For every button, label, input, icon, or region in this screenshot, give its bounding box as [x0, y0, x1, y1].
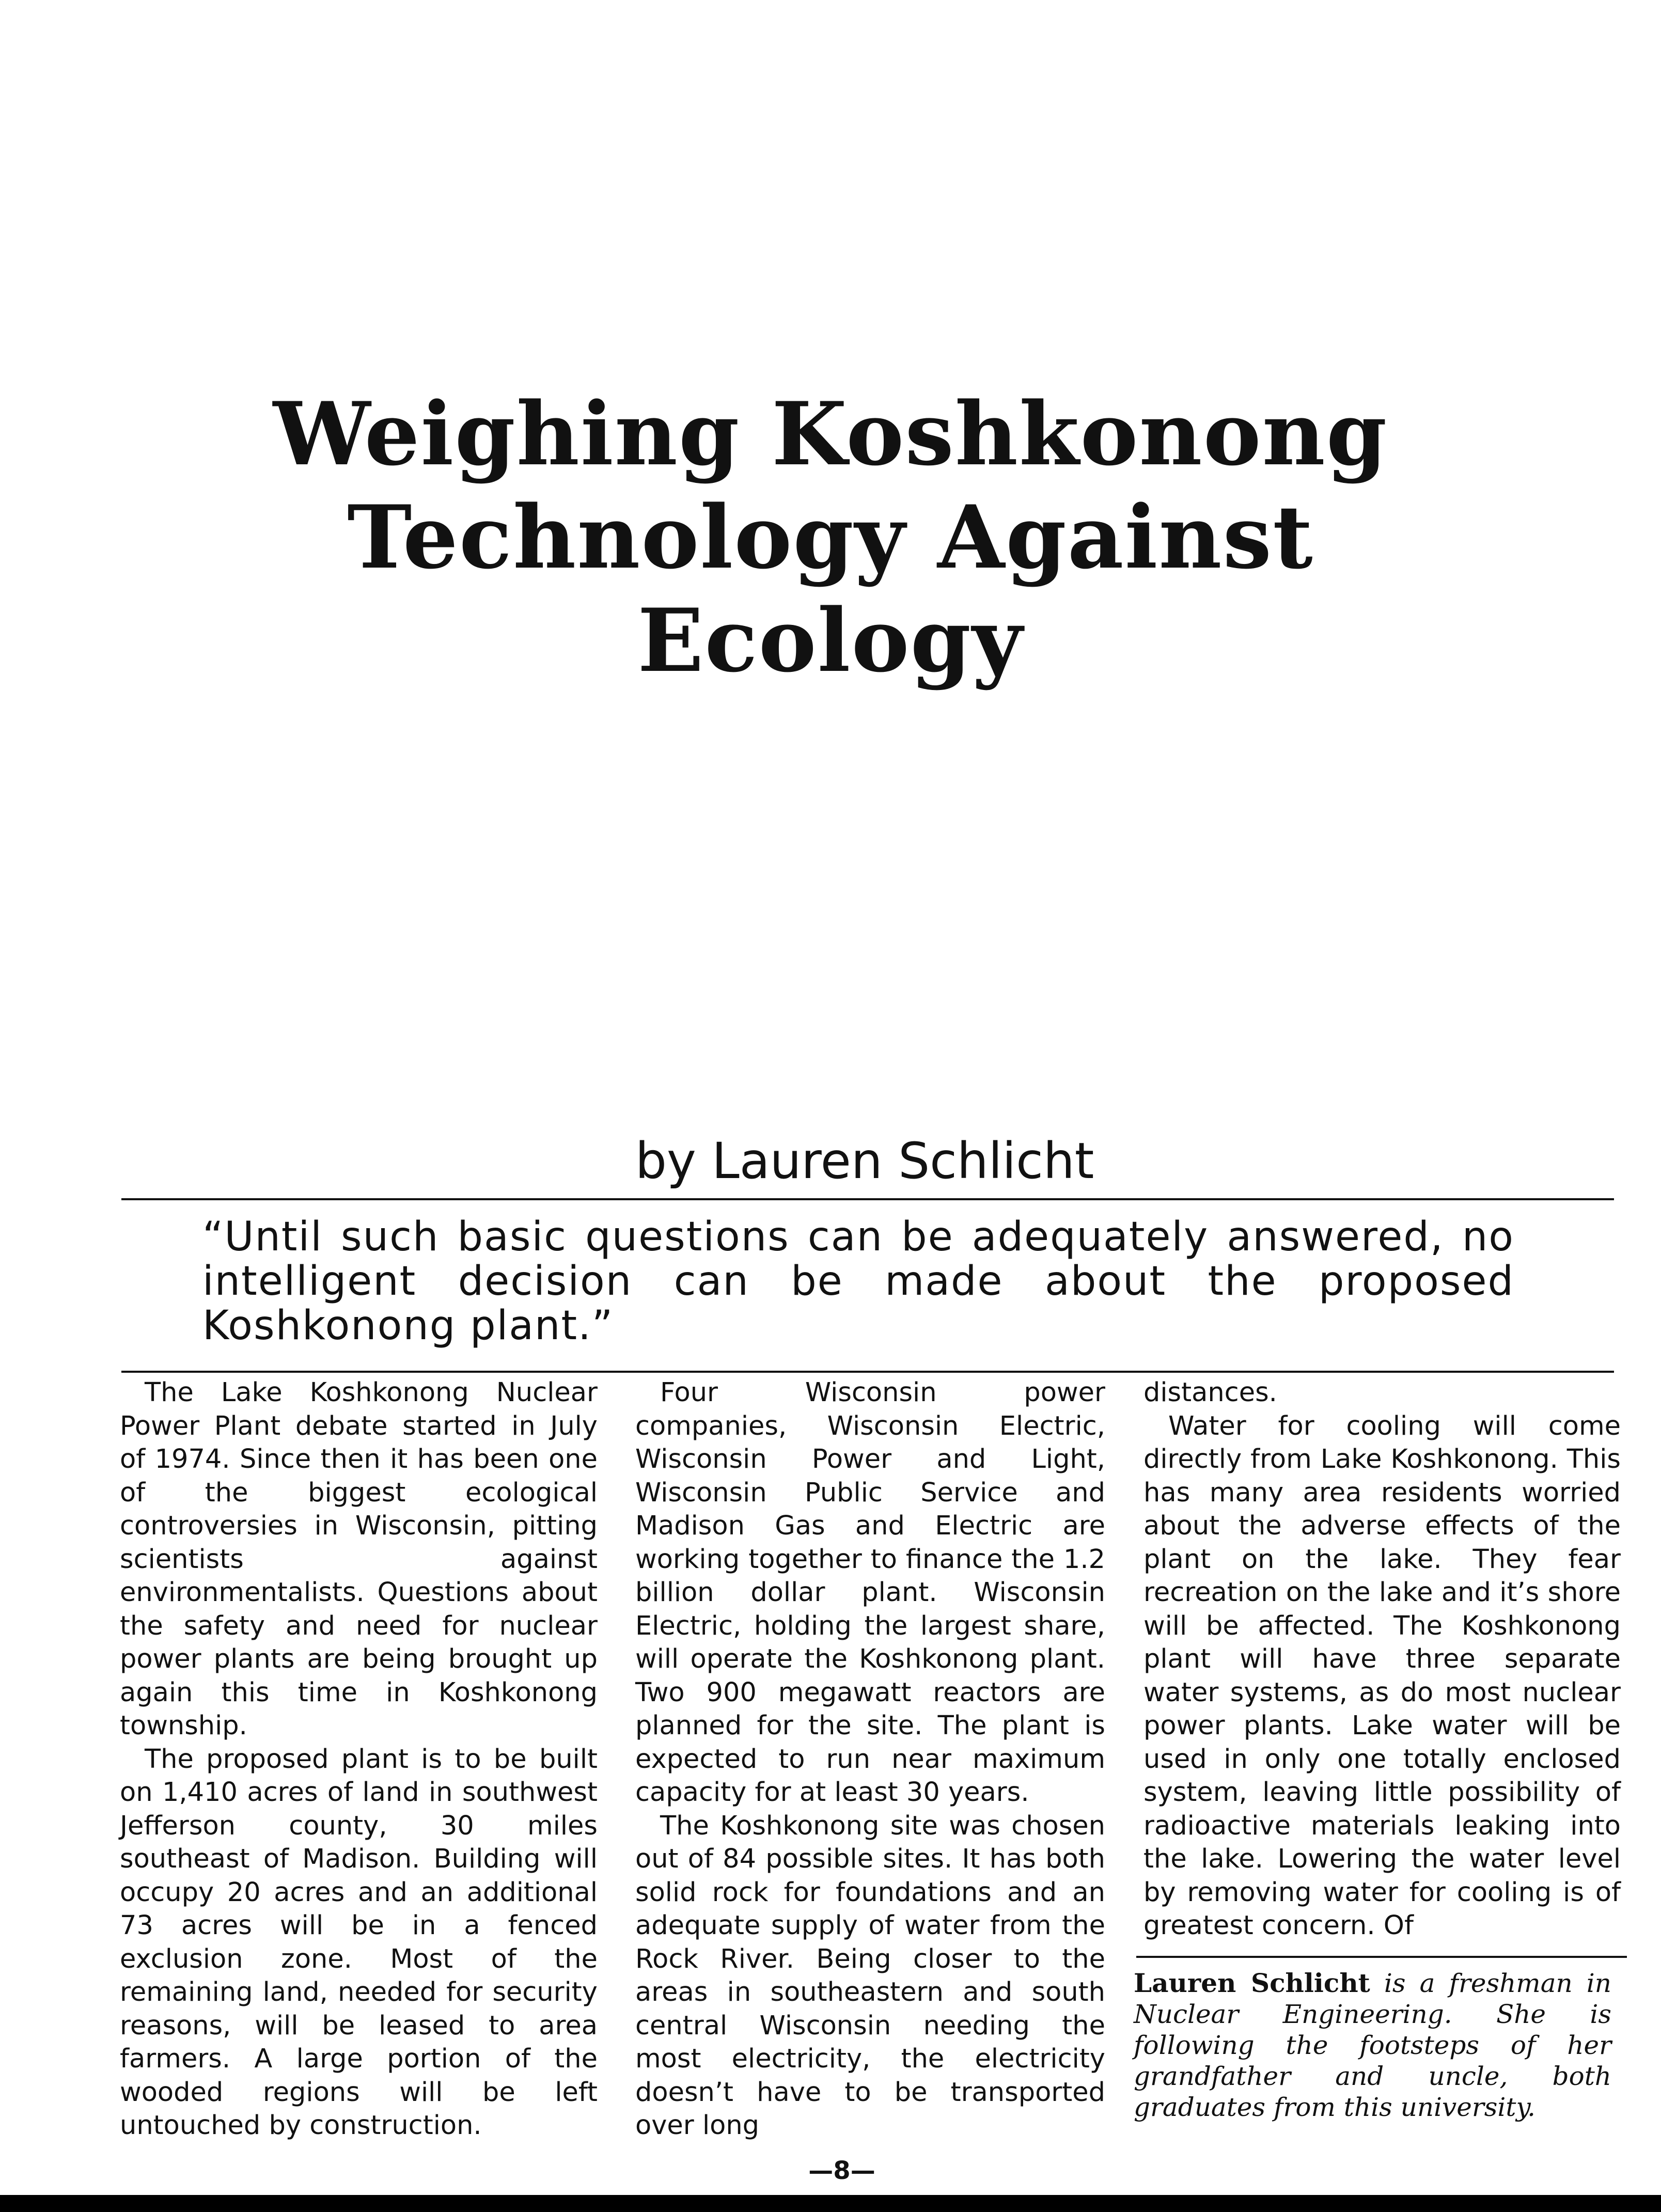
- bio-divider-rule: [1136, 1956, 1627, 1958]
- author-bio-name: Lauren Schlicht: [1134, 1968, 1370, 1998]
- scan-edge-border: [0, 2195, 1661, 2212]
- title-line-1: Weighing Koshkonong: [273, 383, 1388, 485]
- title-line-2: Technology Against: [347, 486, 1314, 588]
- author-bio-text: is a freshman in Nuclear Engineering. She is following the footsteps of her grandfather and uncle, both graduates from this university.: [1134, 1968, 1611, 2122]
- author-bio: [1134, 1968, 1611, 2123]
- paragraph: Four Wisconsin power companies, Wisconsin Electric, Wisconsin Power and Light, Wisconsin Public Service and Madison Gas and Electric are working together to finance the 1.2 billion dollar plant. Wisconsin Electric, holding the largest share, will operate the Koshkonong plant. Two 900 megawatt reactors are planned for the site. The plant is expected to run near maximum capacity for at least 30 years.: [635, 1377, 1105, 1808]
- paragraph: The Koshkonong site was chosen out of 84 possible sites. It has both solid rock for foundations and an adequate supply of water from the Rock River. Being closer to the areas in southeastern and south central Wisconsin needing the most electricity, the electricity doesn’t have to be transported over long: [635, 1810, 1105, 2141]
- pull-quote: “Until such basic questions can be adequately answered, no intelligent decision can be made about the proposed Koshkonong plant.”: [202, 1214, 1514, 1349]
- paragraph: Water for cooling will come directly from Lake Koshkonong. This has many area residents worried about the adverse effects of the plant on the lake. They fear recreation on the lake and it’s shore will be affected. The Koshkonong plant will have three separate water systems, as do most nuclear power plants. Lake water will be used in only one totally enclosed system, leaving little possibility of radioactive materials leaking into the lake. Lowering the water level by removing water for cooling is of greatest concern. Of: [1143, 1410, 1621, 1941]
- article-title: [0, 382, 1661, 692]
- article-column-1: [120, 1376, 598, 2143]
- article-column-3: [1143, 1376, 1621, 1943]
- divider-rule: [121, 1371, 1614, 1373]
- title-line-3: Ecology: [637, 589, 1024, 692]
- paragraph: The proposed plant is to be built on 1,410 acres of land in southwest Jefferson county, 30 miles southeast of Madison. Building will occupy 20 acres and an additional 73 acres will be in a fenced exclusion zone. Most of the remaining land, needed for security reasons, will be leased to area farmers. A large portion of the wooded regions will be left untouched by construction.: [120, 1744, 598, 2141]
- byline: by Lauren Schlicht: [635, 1132, 1094, 1190]
- paragraph: The Lake Koshkonong Nuclear Power Plant debate started in July of 1974. Since then it has been one of the biggest ecological controversies in Wisconsin, pitting scientists against environmentalists. Questions about the safety and need for nuclear power plants are being brought up again this time in Koshkonong township.: [120, 1377, 598, 1741]
- divider-rule: [121, 1198, 1614, 1200]
- paragraph: distances.: [1143, 1377, 1277, 1408]
- article-column-2: [635, 1376, 1105, 2143]
- page-number: —8—: [808, 2156, 875, 2185]
